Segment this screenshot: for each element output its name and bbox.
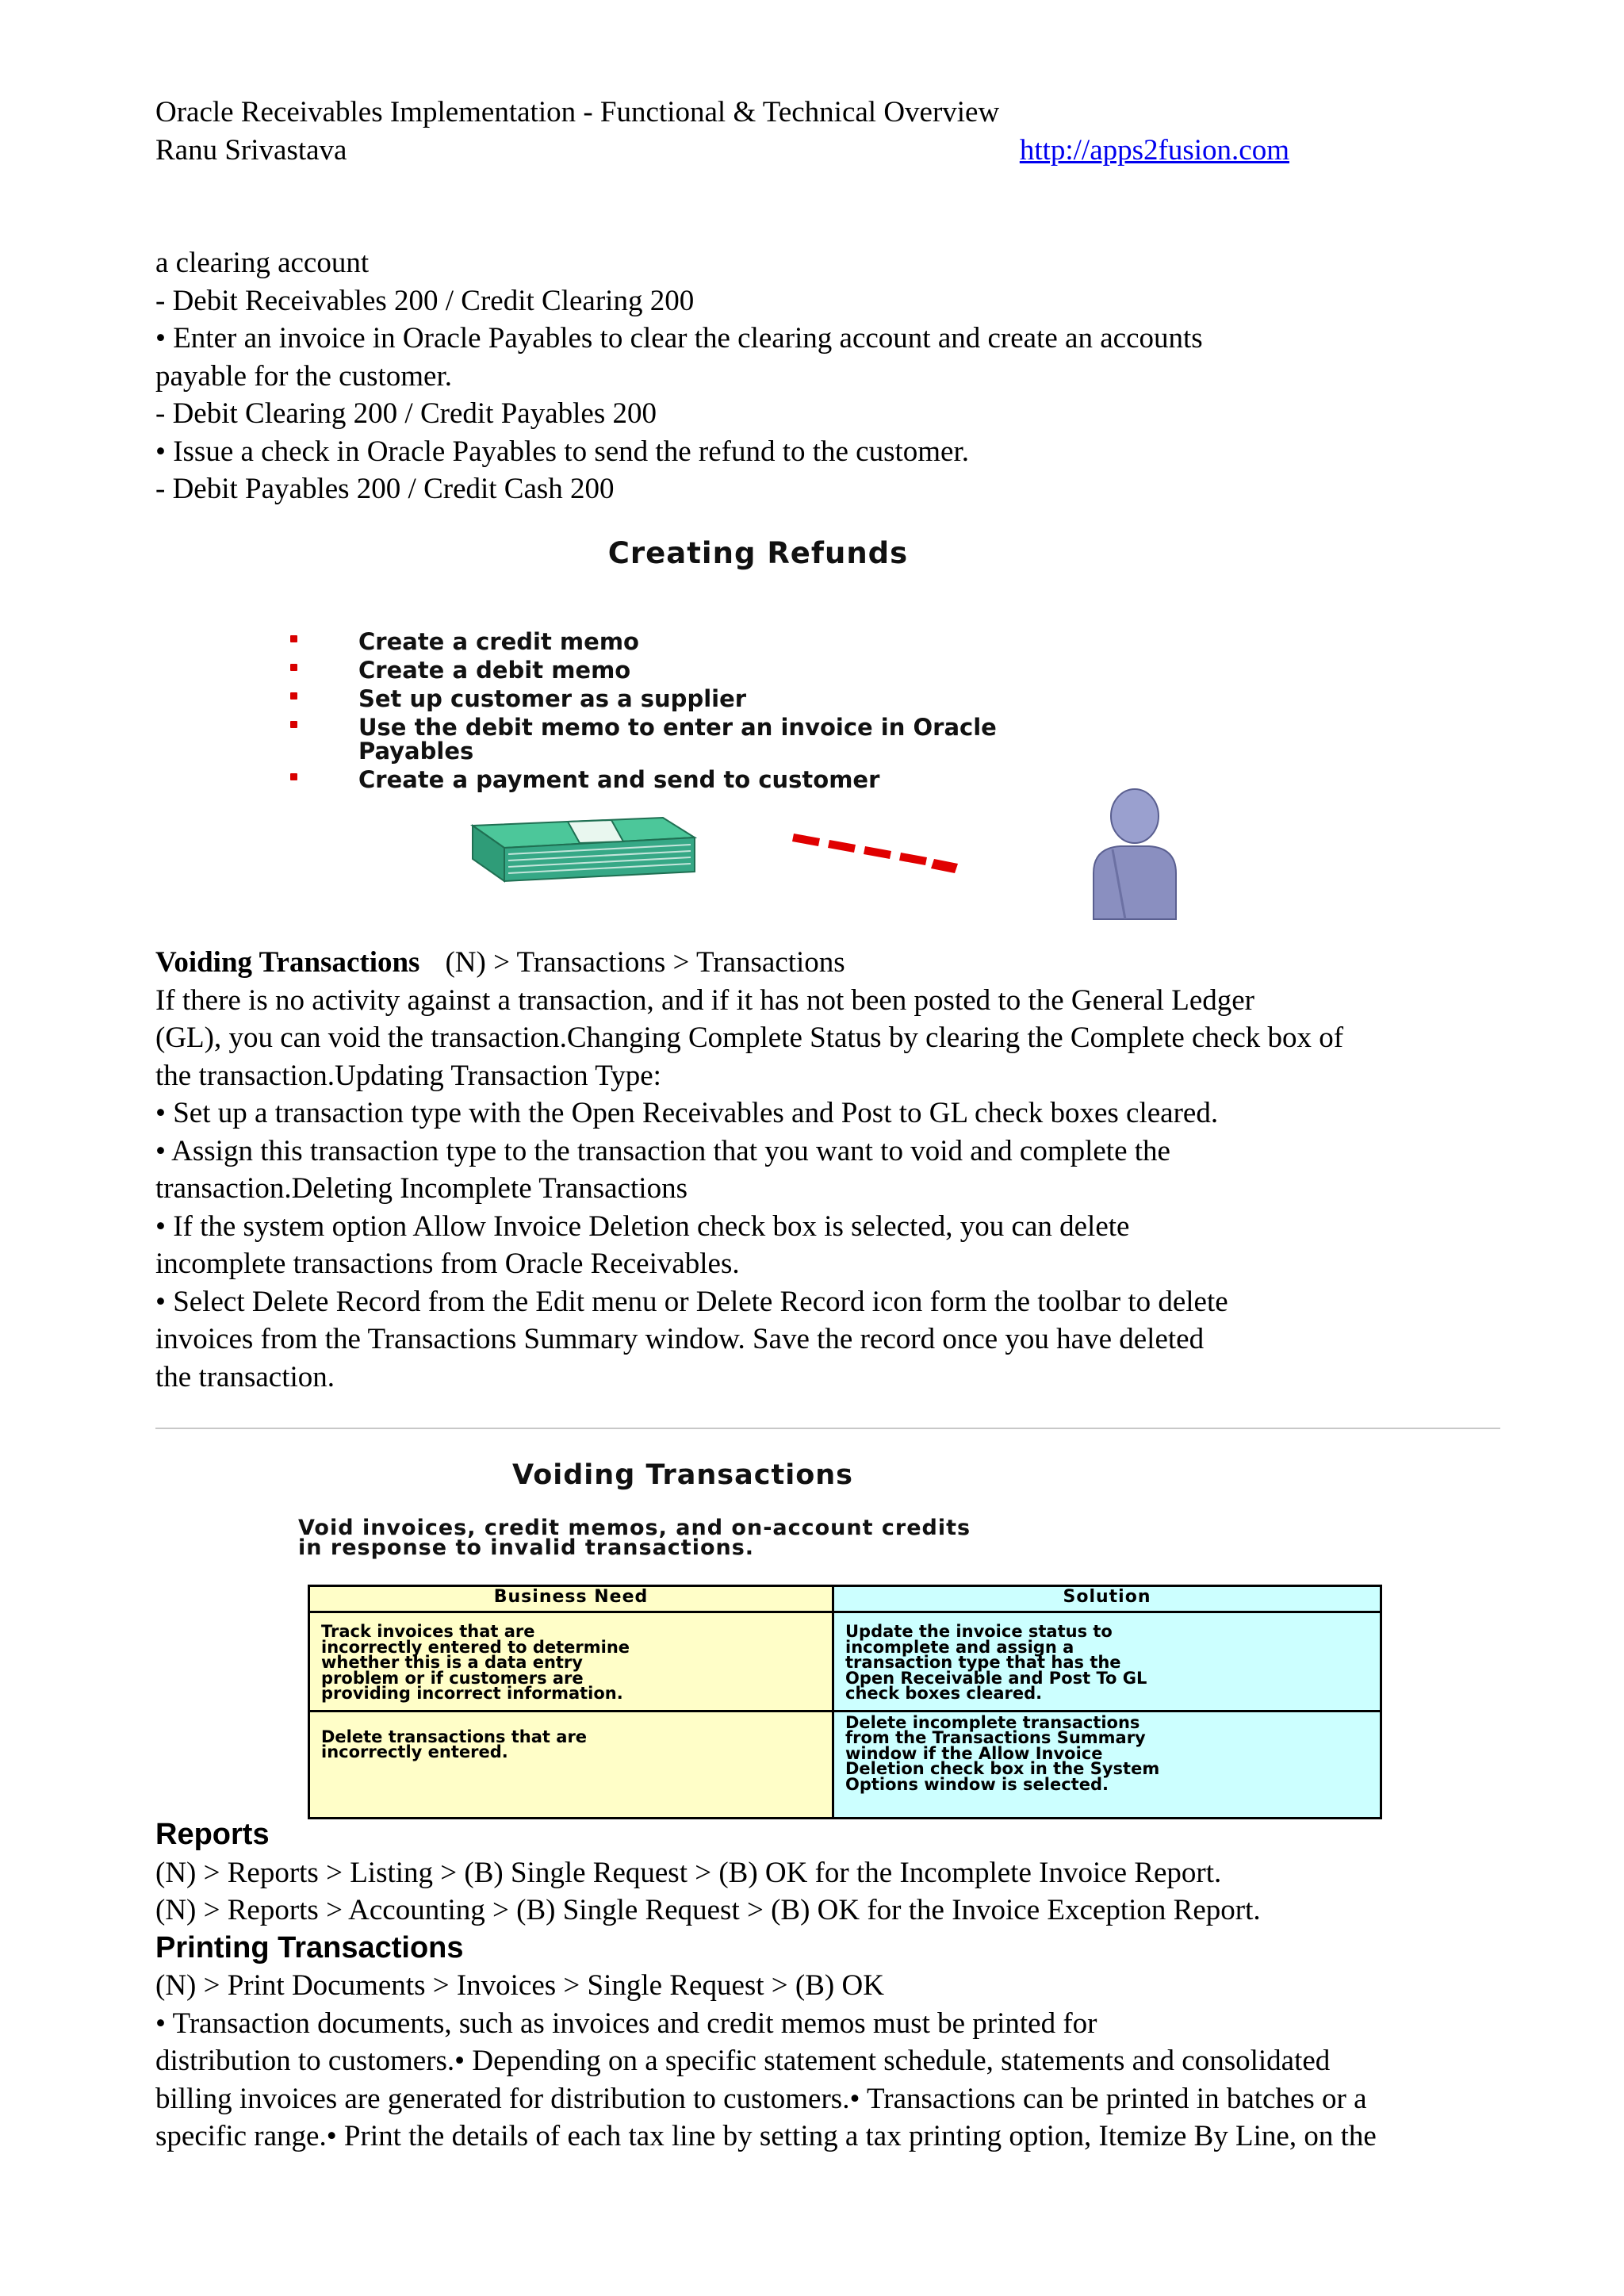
- text-line: - Debit Receivables 200 / Credit Clearing 200: [155, 284, 695, 317]
- intro-text: [155, 244, 1519, 508]
- header-row: [155, 132, 1289, 170]
- text-line: the transaction.Updating Transaction Type:: [155, 1059, 661, 1092]
- text-line: payable for the customer.: [155, 359, 452, 393]
- text-line: transaction.Deleting Incomplete Transactions: [155, 1172, 688, 1205]
- slide-subtitle: Void invoices, credit memos, and on-account credits in response to invalid transactions.: [298, 1516, 971, 1560]
- voiding-section: [155, 944, 1519, 1396]
- money-stack-icon: [465, 802, 703, 889]
- solution-cell: Delete incomplete transactions from the Transactions Summary window if the Allow Invoice Deletion check box in the System Options window is selected.: [833, 1711, 1381, 1818]
- text-line: distribution to customers.• Depending on a specific statement schedule, statements and consolidated: [155, 2045, 1331, 2077]
- text-line: • Transaction documents, such as invoices and credit memos must be printed for: [155, 2007, 1097, 2040]
- red-arrow-icon: [790, 826, 964, 881]
- bullet-icon: [290, 721, 297, 728]
- navigation-path: (N) > Transactions > Transactions: [445, 946, 845, 979]
- text-line: the transaction.: [155, 1360, 335, 1393]
- text-line: If there is no activity against a transaction, and if it has not been posted to the General Ledger: [155, 983, 1255, 1017]
- bullet-icon: [290, 664, 297, 671]
- table-row: [309, 1711, 1381, 1818]
- text-line: • Enter an invoice in Oracle Payables to clear the clearing account and create an accounts: [155, 322, 1203, 355]
- text-line: billing invoices are generated for distribution to customers.• Transactions can be printed in batches or a: [155, 2082, 1367, 2115]
- section-heading: Voiding Transactions: [155, 946, 420, 979]
- bullet-icon: [290, 635, 297, 642]
- text-line: • Set up a transaction type with the Open Receivables and Post to GL check boxes cleared.: [155, 1097, 1219, 1129]
- voiding-transactions-slide: [155, 1437, 1392, 1810]
- page-header: [155, 94, 1519, 169]
- section-heading: Reports: [155, 1818, 270, 1851]
- column-header: Solution: [833, 1586, 1381, 1612]
- solution-cell: Update the invoice status to incomplete and assign a transaction type that has the Open Receivable and Post To GL check boxes cleared.: [833, 1612, 1381, 1711]
- bullet-icon: [290, 773, 297, 780]
- text-line: (GL), you can void the transaction.Changing Complete Status by clearing the Complete check box of: [155, 1022, 1344, 1054]
- text-line: - Debit Clearing 200 / Credit Payables 200: [155, 397, 657, 430]
- list-item: Create a credit memo: [290, 627, 997, 656]
- text-line: • If the system option Allow Invoice Deletion check box is selected, you can delete: [155, 1209, 1130, 1243]
- site-link[interactable]: http://apps2fusion.com: [1019, 133, 1289, 167]
- list-item: Create a debit memo: [290, 656, 997, 684]
- text-line: - Debit Payables 200 / Credit Cash 200: [155, 473, 615, 505]
- bullet-icon: [290, 692, 297, 700]
- refunds-bullet-list: [290, 627, 997, 794]
- table-header-row: [309, 1586, 1381, 1612]
- horizontal-divider: [155, 1428, 1500, 1429]
- text-line: • Select Delete Record from the Edit menu or Delete Record icon form the toolbar to delete: [155, 1285, 1228, 1318]
- document-title: Oracle Receivables Implementation - Functional & Technical Overview: [155, 96, 1000, 128]
- business-need-cell: Track invoices that are incorrectly entered to determine whether this is a data entry problem or if customers are providing incorrect information.: [309, 1612, 833, 1711]
- business-need-cell: Delete transactions that are incorrectly entered.: [309, 1711, 833, 1818]
- text-line: • Issue a check in Oracle Payables to send the refund to the customer.: [155, 435, 970, 468]
- list-item: Set up customer as a supplier: [290, 684, 997, 713]
- text-line: (N) > Print Documents > Invoices > Single Request > (B) OK: [155, 1969, 884, 2002]
- text-line: (N) > Reports > Listing > (B) Single Request > (B) OK for the Incomplete Invoice Report.: [155, 1856, 1222, 1889]
- table-row: [309, 1612, 1381, 1711]
- text-line: • Assign this transaction type to the transaction that you want to void and complete the: [155, 1134, 1170, 1167]
- text-line: (N) > Reports > Accounting > (B) Single Request > (B) OK for the Invoice Exception Report.: [155, 1894, 1261, 1926]
- author-name: Ranu Srivastava: [155, 133, 347, 167]
- section-heading: Printing Transactions: [155, 1930, 464, 1964]
- list-item-continuation: Payables: [358, 738, 474, 765]
- list-item: Use the debit memo to enter an invoice in Oracle: [290, 713, 997, 742]
- creating-refunds-slide: [155, 512, 1361, 933]
- reports-section: [155, 1816, 1519, 2156]
- column-header: Business Need: [309, 1586, 833, 1612]
- slide-title: Creating Refunds: [607, 536, 909, 570]
- text-line: incomplete transactions from Oracle Receivables.: [155, 1248, 740, 1280]
- voiding-heading-line: [155, 944, 1519, 982]
- text-line: a clearing account: [155, 247, 370, 279]
- business-need-table: [308, 1585, 1382, 1819]
- list-item: Create a payment and send to customer: [290, 765, 997, 794]
- person-icon: [1079, 786, 1190, 921]
- text-line: specific range.• Print the details of each tax line by setting a tax printing option, Itemize By Line, on the: [155, 2120, 1377, 2152]
- slide-title: Voiding Transactions: [512, 1459, 853, 1491]
- text-line: invoices from the Transactions Summary window. Save the record once you have deleted: [155, 1323, 1205, 1355]
